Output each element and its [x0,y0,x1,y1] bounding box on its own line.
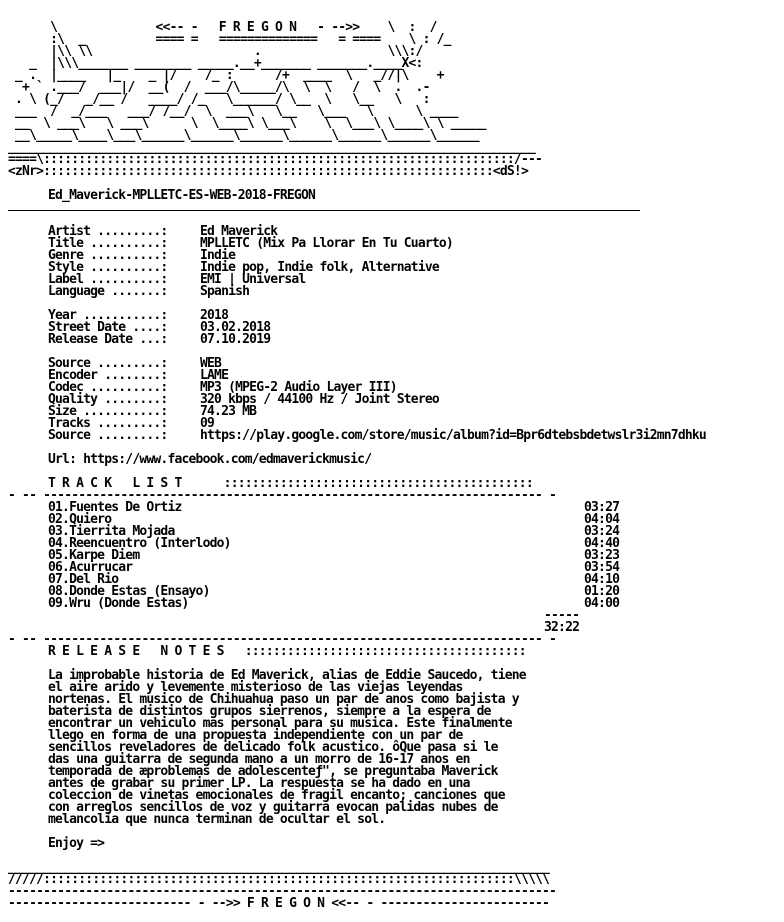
tracklist-header: T R A C K L I S T :::::::::::::::::::::::::::::::::::::::::::: [48,476,533,491]
track-time: 03:23 [584,548,620,563]
info-value: MP3 (MPEG-2 Audio Layer III) [200,380,397,395]
info-value: 320 kbps / 44100 Hz / Joint Stereo [200,392,439,407]
info-value: Spanish [200,284,250,299]
info-value: LAME [200,368,229,383]
info-key: Year ...........: [48,308,168,323]
enjoy-line: Enjoy => [48,836,105,851]
banner-line: :\ _ ==== = ============== = ==== \ : /_ [8,32,451,47]
blank-line [8,826,706,838]
footer-line: -------------------------- - -->> F R E G O N <<-- - ------------------------ [8,896,550,911]
notes-line: llego en forma de una propuesta independiente con un par de [48,728,463,743]
banner-line: _ . |____ |_ _ |/ /_ : /+ ____ \ _//|\ + [8,68,444,83]
banner-line: |\\ \\ . \\\:/ [8,44,430,59]
banner-line: ___ / _/___ ___/ /__/ \ ___\ \__ \___ \ \ ____ [8,104,458,119]
banner-line: ====\:::::::::::::::::::::::::::::::::::::::::::::::::::::::::::::::::::/--- [8,152,543,167]
track-title: 05.Karpe Diem [48,548,140,563]
total-time: 32:22 [544,620,580,635]
track-row [8,598,706,610]
url-line: Url: https://www.facebook.com/edmaverickmusic/ [48,452,372,467]
track-title: 08.Donde Estas (Ensayo) [48,584,210,599]
banner-line: __ \ ___\ \ ___\ \ \____\ \___\ \ \___\ \____\ \ _____ [8,116,486,131]
divider [8,202,706,214]
release-notes [8,670,706,826]
notes-line: temporada de æproblemas de adolescenteƒ", se preguntaba Maverick [48,764,498,779]
info-value: 2018 [200,308,229,323]
info-value: 09 [200,416,215,431]
track-time: 03:54 [584,560,620,575]
notes-header: R E L E A S E N O T E S :::::::::::::::::::::::::::::::::::::::: [48,644,526,659]
notes-line: antes de grabar su primer LP. La respuesta se ha dado en una [48,776,470,791]
footer-line: _____________________________________________________________________________ [8,860,550,875]
track-time: 04:00 [584,596,620,611]
info-group-technical [8,358,706,442]
notes-line: con arreglos sencillos de voz y guitarra evocan palidas nubes de [48,800,498,815]
info-value: 07.10.2019 [200,332,271,347]
info-key: Codec ..........: [48,380,168,395]
notes-line: das una guitarra de segunda mano a un morro de 16-17 anos en [48,752,470,767]
track-time: 03:27 [584,500,620,515]
track-title: 07.Del Rio [48,572,119,587]
track-list [8,502,706,610]
banner-line: ___________________________________________________________________________ [8,140,543,155]
info-key: Source .........: [48,428,168,443]
info-key: Tracks .........: [48,416,168,431]
footer-line: /////:::::::::::::::::::::::::::::::::::::::::::::::::::::::::::::::::::\\\\\ [8,872,550,887]
info-key: Language .......: [48,284,168,299]
notes-line: nortenas. El musico de Chihuahua paso un par de anos como bajista y [48,692,519,707]
banner-line: . \ (_/ _/__ / ____/ /_ \______/ \__ \ \__ \ : [8,92,437,107]
notes-line: el aire arido y levemente misterioso de las viejas leyendas [48,680,463,695]
track-title: 09.Wru (Donde Estas) [48,596,189,611]
info-key: Quality ........: [48,392,168,407]
notes-line: encontrar un vehiculo mas personal para su musica. Este finalmente [48,716,512,731]
info-key: Artist .........: [48,224,168,239]
info-row [8,430,706,442]
track-time: 04:10 [584,572,620,587]
banner-line: <zNr>::::::::::::::::::::::::::::::::::::::::::::::::::::::::::::::::<dS!> [8,164,528,179]
track-time: 04:04 [584,512,620,527]
notes-line: coleccion de vinetas emocionales de fragil encanto; canciones que [48,788,505,803]
banner-line: \ <<-- - F R E G O N - -->> \ : / [8,20,437,35]
info-value: WEB [200,356,222,371]
notes-line: La improbable historia de Ed Maverick, alias de Eddie Saucedo, tiene [48,668,526,683]
info-row [8,334,706,346]
info-value: EMI | Universal [200,272,306,287]
info-value: https://play.google.com/store/music/album?id=Bpr6dtebsbdetwslr3i2mn7dhku [200,428,706,443]
info-group-main [8,226,706,298]
info-group-dates [8,310,706,346]
banner-line: __\_____\____\___\______\______\______\______\______\______\______ [8,128,479,143]
section-dash-divider: - -- ----------------------------------------------------------------------- - [8,632,557,647]
track-time: 04:40 [584,536,620,551]
track-title: 06.Acurrucar [48,560,133,575]
track-time: 03:24 [584,524,620,539]
info-key: Label ..........: [48,272,168,287]
track-title: 04.Reencuentro (Interlodo) [48,536,231,551]
notes-line: baterista de distintos grupos sierrenos, siempre a la espera de [48,704,491,719]
info-value: Indie pop, Indie folk, Alternative [200,260,439,275]
notes-line: sencillos reveladores de delicado folk acustico. ôQue pasa si le [48,740,498,755]
info-key: Style ..........: [48,260,168,275]
info-key: Size ...........: [48,404,168,419]
info-key: Source .........: [48,356,168,371]
info-value: MPLLETC (Mix Pa Llorar En Tu Cuarto) [200,236,453,251]
banner-line: _ |\\\_______ ________ _____.__+_______ _______.____X<: [8,56,423,71]
banner-line: + ` .___/ ___|/ __( / ___/\_____/\ \ \ / \ . .- [8,80,430,95]
info-value: Ed Maverick [200,224,278,239]
release-name: Ed_Maverick-MPLLETC-ES-WEB-2018-FREGON [48,188,316,203]
ascii-footer [8,862,706,910]
info-key: Title ..........: [48,236,168,251]
info-key: Street Date ....: [48,320,168,335]
footer-line: ------------------------------------------------------------------------------ [8,884,557,899]
info-value: Indie [200,248,236,263]
info-row [8,286,706,298]
info-key: Release Date ...: [48,332,168,347]
info-value: 74.23 MB [200,404,257,419]
total-rule: ----- [544,608,580,623]
section-dash-divider: - -- ----------------------------------------------------------------------- - [8,488,557,503]
ascii-banner [8,22,706,178]
notes-line: melancolia que nunca terminan de ocultar el sol. [48,812,386,827]
track-title: 03.Tierrita Mojada [48,524,175,539]
info-key: Genre ..........: [48,248,168,263]
track-title: 02.Quiero [48,512,112,527]
info-key: Encoder ........: [48,368,168,383]
info-value: 03.02.2018 [200,320,271,335]
track-time: 01:20 [584,584,620,599]
track-title: 01.Fuentes De Ortiz [48,500,182,515]
nfo-document [8,10,706,922]
